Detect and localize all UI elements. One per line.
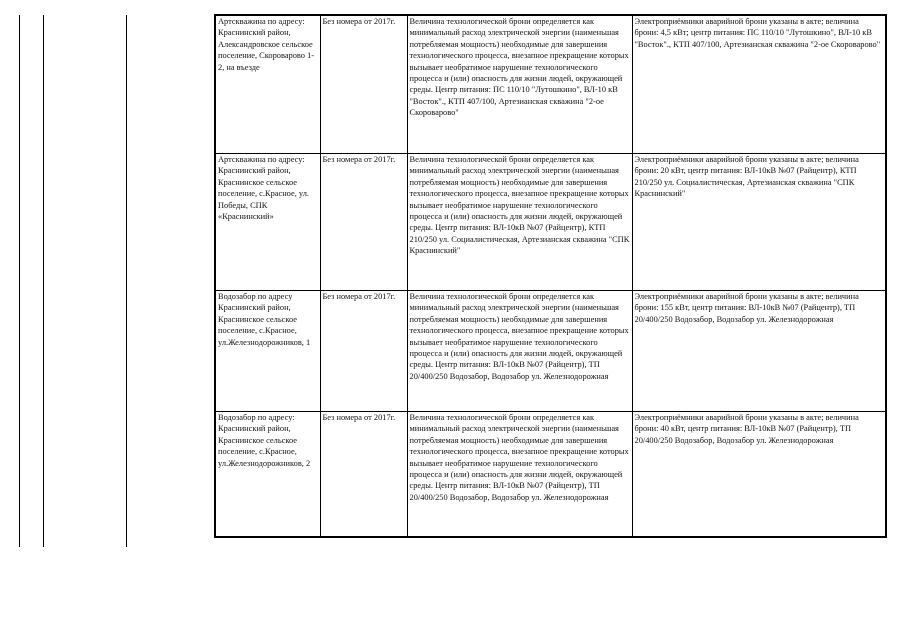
act-text: Без номера от 2017г. (322, 292, 396, 301)
note-text: Электроприёмники аварийной брони указаны в акте; величина брони: 155 кВт, центр питания: ВЛ-10кВ №07 (Райцентр), ТП 20/400/250 Водозабор, Водозабор ул. Железнодорожная (634, 292, 859, 324)
object-address-text: Артскважина по адресу: Краснинский район, Александровское сельское поселение, Скороварово 1-2, на въезде (218, 17, 315, 72)
object-address-cell (215, 15, 320, 154)
note-text: Электроприёмники аварийной брони указаны в акте; величина брони: 40 кВт, центр питания: ВЛ-10кВ №07 (Райцентр), ТП 20/400/250 Водозабор, Водозабор ул. Железнодорожная (634, 413, 859, 445)
left-column-border-3 (126, 15, 127, 547)
object-address-text: Водозабор по адресу: Краснинский район, Краснинское сельское поселение, с.Красное, ул.Железнодорожников, 2 (218, 413, 311, 468)
description-text: Величина технологической брони определяется как минимальный расход электрической энергии (наименьшая потребляемая мощность) необходимые для завершения технологического процесса, внезапное прекращение которых вызывает необратимое нарушение технологического процесса и (или) опасность для жизни людей, окружающей среды. Центр питания: ВЛ-10кВ №07 (Райцентр), КТП 210/250 ул. Социалистическая, Артезианская скважина "СПК Краснинский" (409, 155, 630, 256)
description-cell (407, 412, 632, 538)
description-text: Величина технологической брони определяется как минимальный расход электрической энергии (наименьшая потребляемая мощность) необходимые для завершения технологического процесса, внезапное прекращение которых вызывает необратимое нарушение технологического процесса и (или) опасность для жизни людей, окружающей среды. Центр питания: ВЛ-10кВ №07 (Райцентр), ТП 20/400/250 Водозабор, Водозабор ул. Железнодорожная (409, 292, 629, 381)
left-column-border-1 (19, 15, 20, 547)
act-cell (320, 412, 407, 538)
object-address-cell (215, 154, 320, 291)
note-text: Электроприёмники аварийной брони указаны в акте; величина брони: 20 кВт, центр питания: ВЛ-10кВ №07 (Райцентр), КТП 210/250 ул. Социалистическая, Артезианская скважина "СПК Краснинский" (634, 155, 859, 199)
description-text: Величина технологической брони определяется как минимальный расход электрической энергии (наименьшая потребляемая мощность) необходимые для завершения технологического процесса, внезапное прекращение которых вызывает необратимое нарушение технологического процесса и (или) опасность для жизни людей, окружающей среды. Центр питания: ВЛ-10кВ №07 (Райцентр), ТП 20/400/250 Водозабор, Водозабор ул. Железнодорожная (409, 413, 629, 502)
table-row (215, 291, 886, 412)
description-cell (407, 15, 632, 154)
note-text: Электроприёмники аварийной брони указаны в акте; величина брони: 4,5 кВт; центр питания: ПС 110/10 "Лутошкино", ВЛ-10 кВ "Восток"., КТП 407/100, Артезианская скважина "2-ое Скороварово" (634, 17, 881, 49)
description-cell (407, 291, 632, 412)
act-cell (320, 15, 407, 154)
note-cell (632, 412, 886, 538)
description-text: Величина технологической брони определяется как минимальный расход электрической энергии (наименьшая потребляемая мощность) необходимые для завершения технологического процесса, внезапное прекращение которых вызывает необратимое нарушение технологического процесса и (или) опасность для жизни людей, окружающей среды. Центр питания: ПС 110/10 "Лутошкино", ВЛ-10 кВ "Восток"., КТП 407/100, Артезианская скважина "2-ое Скороварово" (409, 17, 629, 118)
act-cell (320, 154, 407, 291)
note-cell (632, 154, 886, 291)
act-text: Без номера от 2017г. (322, 413, 396, 422)
object-address-text: Артскважина по адресу: Краснинский район, Краснинское сельское поселение, с.Красное, ул. Победы, СПК «Краснинский» (218, 155, 309, 222)
object-address-text: Водозабор по адресу Краснинский район, Краснинское сельское поселение, с.Красное, ул.Железнодорожников, 1 (218, 292, 311, 347)
emergency-reserve-table (214, 14, 887, 538)
note-cell (632, 15, 886, 154)
act-cell (320, 291, 407, 412)
note-cell (632, 291, 886, 412)
object-address-cell (215, 291, 320, 412)
object-address-cell (215, 412, 320, 538)
table-row (215, 15, 886, 154)
table-row (215, 154, 886, 291)
act-text: Без номера от 2017г. (322, 155, 396, 164)
left-column-border-2 (43, 15, 44, 547)
act-text: Без номера от 2017г. (322, 17, 396, 26)
description-cell (407, 154, 632, 291)
table-row (215, 412, 886, 538)
